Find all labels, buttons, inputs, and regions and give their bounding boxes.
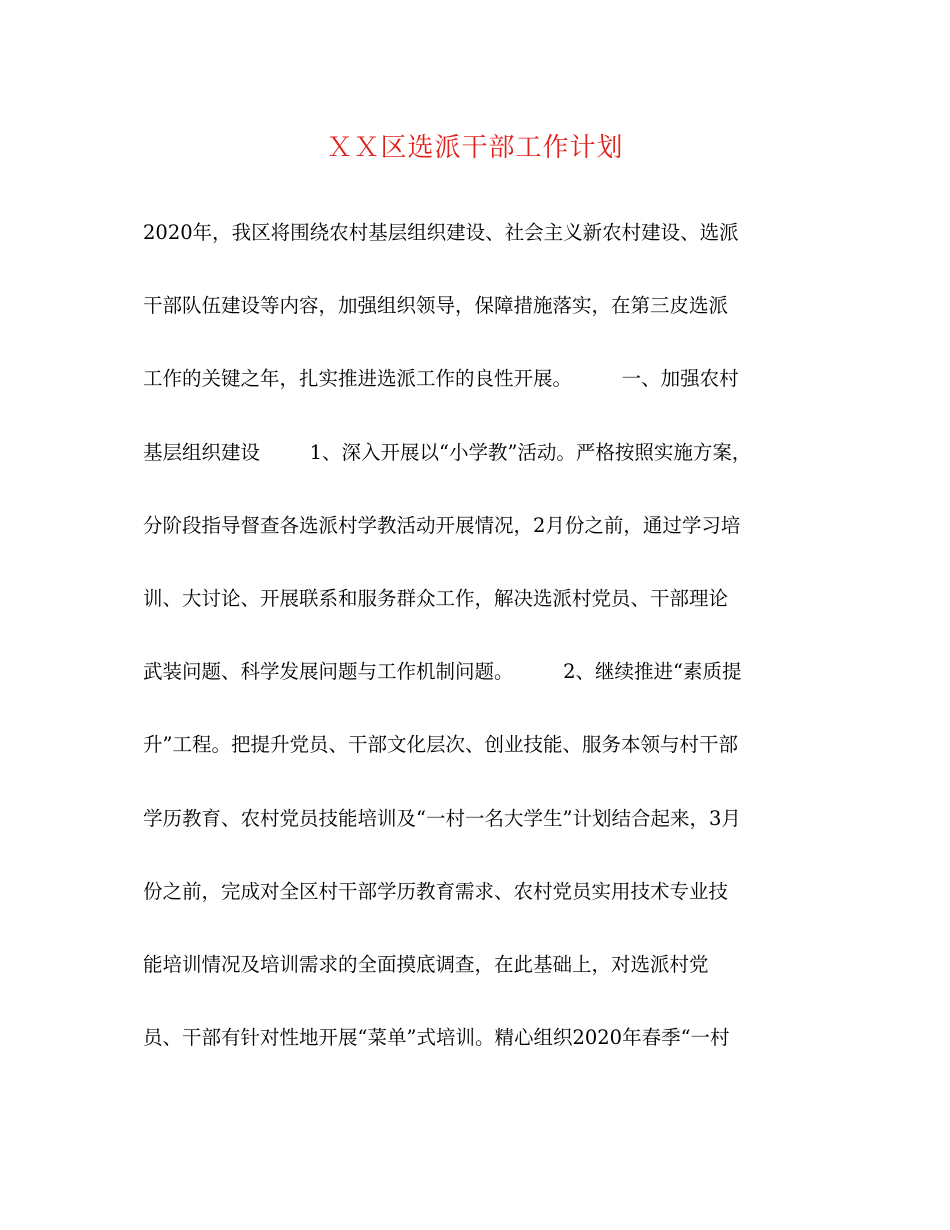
- document-title: ＸＸ区选派干部工作计划: [326, 133, 624, 163]
- body-line: 2020年，我区将围绕农村基层组织建设、社会主义新农村建设、选派: [143, 221, 739, 244]
- body-line: 训、大讨论、开展联系和服务群众工作，解决选派村党员、干部理论: [143, 586, 729, 610]
- body-line: 份之前，完成对全区村干部学历教育需求、农村党员实用技术专业技: [143, 879, 729, 903]
- document-body: [143, 213, 823, 1091]
- body-line: 武装问题、科学发展问题与工作机制问题。 2、继续推进“素质提: [143, 660, 742, 684]
- body-line: 员、干部有针对性地开展“菜单”式培训。精心组织2020年春季“一村: [143, 1026, 730, 1050]
- body-line: 干部队伍建设等内容，加强组织领导，保障措施落实，在第三皮选派: [143, 294, 729, 318]
- body-line: 工作的关键之年，扎实推进选派工作的良性开展。 一、加强农村: [143, 367, 739, 391]
- body-line: 能培训情况及培训需求的全面摸底调查，在此基础上，对选派村党: [143, 952, 709, 976]
- body-line: 基层组织建设 1、深入开展以“小学教”活动。严格按照实施方案，: [143, 440, 752, 464]
- body-line: 升”工程。把提升党员、干部文化层次、创业技能、服务本领与村干部: [143, 733, 738, 757]
- body-line: 分阶段指导督查各选派村学教活动开展情况，2月份之前，通过学习培: [143, 513, 741, 537]
- body-line: 学历教育、农村党员技能培训及“一村一名大学生”计划结合起来，3月: [143, 806, 741, 830]
